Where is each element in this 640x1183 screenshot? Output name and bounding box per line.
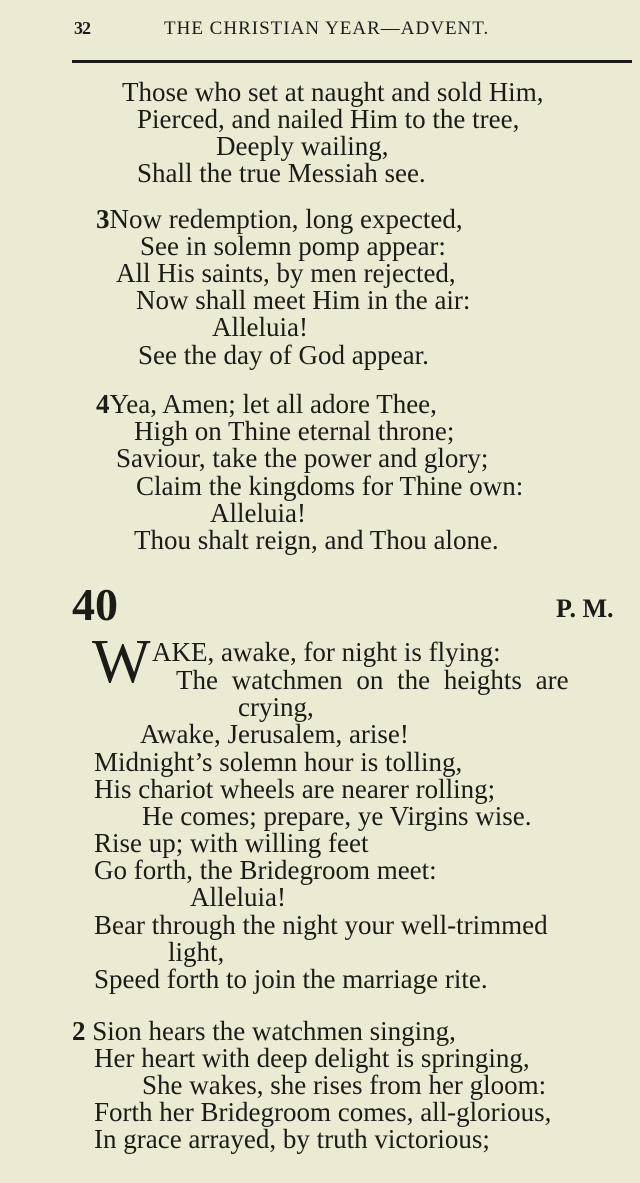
verse-line: Midnight’s solemn hour is tolling,: [94, 747, 463, 777]
verse-number: 2: [72, 1016, 86, 1046]
page-header: [0, 14, 640, 44]
verse-line: All His saints, by men rejected,: [116, 258, 456, 288]
verse-line: See the day of God appear.: [138, 340, 429, 370]
verse-line-text: Sion hears the watchmen singing,: [92, 1016, 456, 1046]
running-head: THE CHRISTIAN YEAR—ADVENT.: [164, 18, 490, 39]
verse-line: [96, 206, 463, 233]
verse-line: Claim the kingdoms for Thine own:: [136, 471, 524, 501]
verse-line: See in solemn pomp appear:: [140, 231, 446, 261]
verse-line: Her heart with deep delight is springing,: [94, 1043, 530, 1073]
verse-line: Speed forth to join the marriage rite.: [94, 964, 488, 994]
verse-line: light,: [168, 937, 225, 967]
verse-number: 3: [96, 204, 110, 234]
verse-line: Pierced, and nailed Him to the tree,: [137, 104, 520, 134]
page-number: 32: [74, 18, 90, 38]
verse-line: High on Thine eternal throne;: [134, 416, 455, 446]
verse-line: Shall the true Messiah see.: [137, 158, 426, 188]
verse-line-text: Now redemption, long expected,: [109, 204, 463, 234]
verse-line: Alleluia!: [212, 312, 308, 342]
drop-cap-initial: W: [92, 628, 151, 696]
verse-line: [96, 391, 437, 418]
verse-line: In grace arrayed, by truth victorious;: [94, 1124, 490, 1154]
verse-line: The watchmen on the heights are: [176, 665, 569, 695]
verse-line: Alleluia!: [210, 498, 306, 528]
verse-line: Now shall meet Him in the air:: [136, 285, 471, 315]
verse-line: crying,: [238, 692, 314, 722]
verse-line: Saviour, take the power and glory;: [116, 443, 489, 473]
verse-number: 4: [96, 389, 110, 419]
verse-line: Bear through the night your well-trimmed: [94, 910, 548, 940]
verse-line: She wakes, she rises from her gloom:: [142, 1070, 547, 1100]
hymn-meter: P. M.: [556, 594, 614, 623]
verse-line: He comes; prepare, ye Virgins wise.: [142, 801, 532, 831]
verse-line-text: Yea, Amen; let all adore Thee,: [109, 389, 437, 419]
verse-line: [72, 1018, 456, 1045]
verse-line: Awake, Jerusalem, arise!: [140, 719, 409, 749]
verse-line: His chariot wheels are nearer rolling;: [94, 774, 496, 804]
verse-line: Deeply wailing,: [216, 131, 389, 161]
verse-line: Go forth, the Bridegroom meet:: [94, 855, 437, 885]
verse-line: Thou shalt reign, and Thou alone.: [134, 525, 499, 555]
verse-line: Those who set at naught and sold Him,: [122, 77, 544, 107]
verse-line: Rise up; with willing feet: [94, 828, 369, 858]
verse-line: AKE, awake, for night is flying:: [152, 637, 501, 667]
header-rule: [72, 60, 632, 63]
verse-line: Alleluia!: [190, 882, 286, 912]
verse-line: Forth her Bridegroom comes, all-glorious,: [94, 1097, 552, 1127]
hymn-number: 40: [72, 579, 118, 630]
